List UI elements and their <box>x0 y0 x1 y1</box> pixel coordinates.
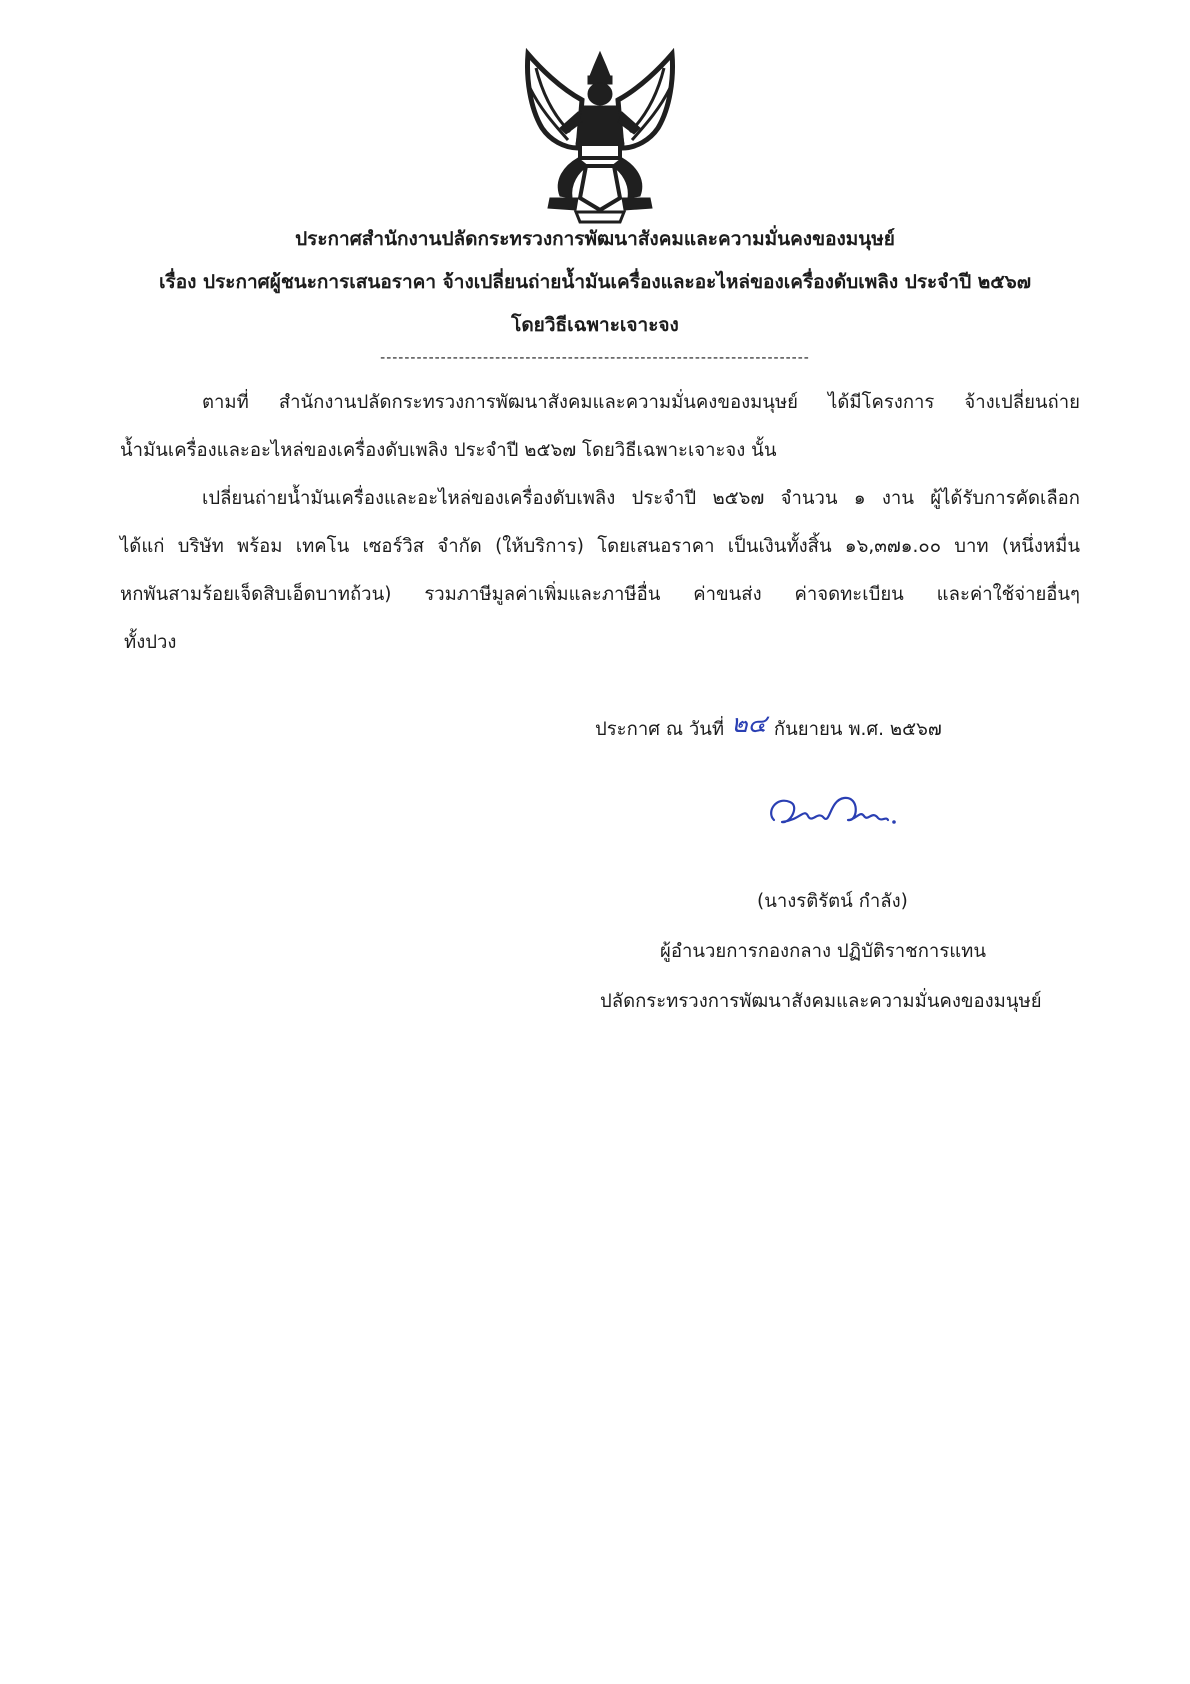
separator-line: ----------------------------------------------------------------------- <box>380 350 810 366</box>
body-line: ตามที่ สำนักงานปลัดกระทรวงการพัฒนาสังคมและความมั่นคงของมนุษย์ ได้มีโครงการ จ้างเปลี่ยนถ่าย <box>202 392 1080 413</box>
body-line: ทั้งปวง <box>124 632 177 653</box>
body-line: เปลี่ยนถ่ายน้ำมันเครื่องและอะไหล่ของเครื่องดับเพลิง ประจำปี ๒๕๖๗ จำนวน ๑ งาน ผู้ได้รับการคัดเลือก <box>202 488 1080 509</box>
date-suffix: กันยายน พ.ศ. ๒๕๖๗ <box>773 719 942 740</box>
signer-position: ผู้อำนวยการกองกลาง ปฏิบัติราชการแทน <box>660 941 987 962</box>
signer-organization: ปลัดกระทรวงการพัฒนาสังคมและความมั่นคงของมนุษย์ <box>600 991 1042 1012</box>
announcement-title: ประกาศสำนักงานปลัดกระทรวงการพัฒนาสังคมและความมั่นคงของมนุษย์ <box>295 228 895 250</box>
date-prefix: ประกาศ ณ วันที่ <box>595 719 725 740</box>
body-line: หกพันสามร้อยเจ็ดสิบเอ็ดบาทถ้วน) รวมภาษีมูลค่าเพิ่มและภาษีอื่น ค่าขนส่ง ค่าจดทะเบียน และค่าใช้จ่ายอื่นๆ <box>120 584 1080 605</box>
announcement-date <box>595 707 942 747</box>
signature <box>760 780 910 840</box>
announcement-subject: เรื่อง ประกาศผู้ชนะการเสนอราคา จ้างเปลี่ยนถ่ายน้ำมันเครื่องและอะไหล่ของเครื่องดับเพลิง ประจำปี ๒๕๖๗ <box>159 271 1031 293</box>
handwritten-day: ๒๔ <box>731 709 767 738</box>
body-line: น้ำมันเครื่องและอะไหล่ของเครื่องดับเพลิง ประจำปี ๒๕๖๗ โดยวิธีเฉพาะเจาะจง นั้น <box>120 440 777 461</box>
procurement-method: โดยวิธีเฉพาะเจาะจง <box>511 314 679 336</box>
garuda-emblem-icon <box>520 48 680 226</box>
signer-name: (นางรติรัตน์ กำลัง) <box>757 891 908 912</box>
body-line: ได้แก่ บริษัท พร้อม เทคโน เซอร์วิส จำกัด (ให้บริการ) โดยเสนอราคา เป็นเงินทั้งสิ้น ๑๖,๓๗๑.๐๐ บาท (หนึ่งหมื่น <box>120 536 1080 557</box>
